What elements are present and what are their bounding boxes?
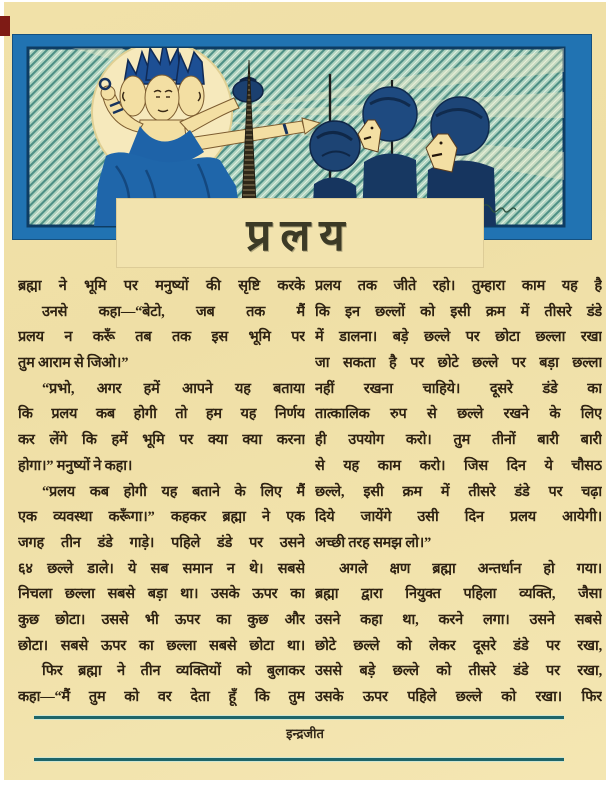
text-line: नहीं रखना चाहिये। दूसरे डंडे का [315, 380, 602, 397]
scan-mark [0, 16, 10, 36]
text-line: कि प्रलय कब होगी तो हम यह निर्णय [18, 406, 305, 423]
text-line: से यह काम करो। जिस दिन ये चौसठ [315, 457, 602, 474]
text-column-right [315, 274, 602, 711]
story-text [18, 274, 602, 711]
text-line: ब्रह्मा द्वारा नियुक्त पहिला व्यक्ति, जैसा [315, 586, 602, 603]
text-line: जगह तीन डंडे गाड़े। पहिले डंडे पर उसने [18, 534, 305, 551]
text-line: जा सकता है पर छोटे छल्ले पर बड़ा छल्ला [315, 355, 602, 372]
text-line: ६४ छल्ले डाले। ये सब समान न थे। सबसे [18, 560, 305, 577]
text-line: “प्रभो, अगर हमें आपने यह बताया [42, 380, 305, 397]
text-column-left [18, 274, 305, 711]
text-line: ही उपयोग करो। तुम तीनों बारी बारी [315, 432, 602, 449]
text-line: अच्छी तरह समझ लो।” [315, 534, 432, 551]
text-line: उसने कहा था, करने लगा। उसने सबसे [315, 611, 602, 628]
text-line: निचला छल्ला सबसे बड़ा था। उसके ऊपर का [18, 586, 305, 603]
text-line: दिये जायेंगे उसी दिन प्रलय आयेगी। [315, 509, 602, 526]
footer-rule-bottom [34, 758, 564, 761]
text-line: अगले क्षण ब्रह्मा अन्तर्धान हो गया। [339, 560, 602, 577]
chapter-title: प्रलय [246, 210, 354, 261]
text-line: में डालना। बड़े छल्ले पर छोटा छल्ला रखा [315, 329, 602, 346]
text-line: कर लेंगे कि हमें भूमि पर क्या क्या करना [18, 432, 305, 449]
text-line: तात्कालिक रुप से छल्ले रखने के लिए [315, 406, 602, 423]
text-line: कि इन छल्लों को इसी क्रम में तीसरे डंडे [315, 303, 602, 320]
text-line: ब्रह्मा ने भूमि पर मनुष्यों की सृष्टि करके [18, 278, 305, 294]
text-line: एक व्यवस्था करूँगा।” कहकर ब्रह्मा ने एक [18, 509, 305, 526]
text-line: प्रलय न करूँ तब तक इस भूमि पर [18, 329, 305, 346]
text-line: उनसे कहा—“बेटो, जब तक मैं [42, 303, 305, 320]
text-line: होगा।” मनुष्यों ने कहा। [18, 457, 133, 474]
chapter-title-box [116, 198, 484, 268]
text-line: प्रलय तक जीते रहो। तुम्हारा काम यह है [315, 278, 602, 294]
text-line: फिर ब्रह्मा ने तीन व्यक्तियों को बुलाकर [42, 663, 305, 680]
text-line: उसके ऊपर पहिले छल्ले को रखा। फिर [315, 689, 602, 705]
text-line: “प्रलय कब होगी यह बताने के लिए मैं [42, 483, 305, 500]
footer-rule-top [34, 716, 564, 719]
text-line: तुम आराम से जिओ।” [18, 355, 129, 372]
text-line: छोटे छल्ले को लेकर दूसरे डंडे पर रखा, [315, 637, 602, 654]
text-line: छल्ले, इसी क्रम में तीसरे डंडे पर चढ़ा [315, 483, 602, 500]
heads [120, 75, 204, 121]
text-line: कहा—“मैं तुम को वर देता हूँ कि तुम [18, 689, 305, 705]
book-page [4, 2, 606, 780]
text-line: उससे बड़े छल्ले को तीसरे डंडे पर रखा, [315, 663, 602, 680]
text-line: छोटा। सबसे ऊपर का छल्ला सबसे छोटा था। [18, 637, 305, 654]
text-line: कुछ छोटा। उससे भी ऊपर का कुछ और [18, 611, 305, 628]
book-title-footer: इन्द्रजीत [286, 727, 324, 742]
